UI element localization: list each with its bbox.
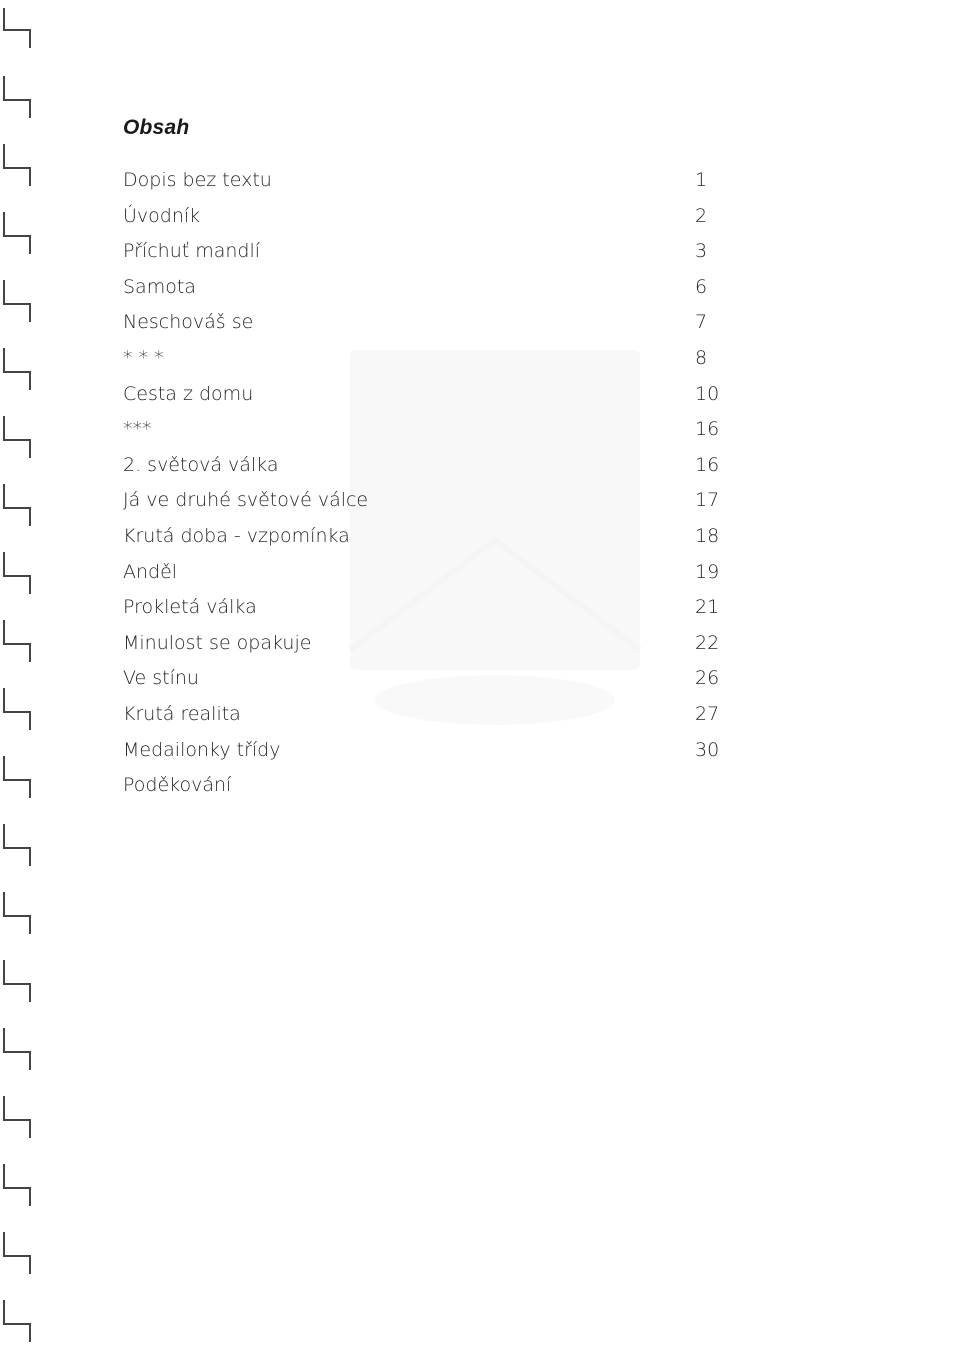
toc-page-number: 17 bbox=[695, 489, 720, 512]
toc-row bbox=[123, 163, 723, 199]
toc-page-number: 1 bbox=[695, 169, 708, 191]
toc-row bbox=[123, 412, 723, 448]
toc-entry-title: Prokletá válka bbox=[123, 596, 257, 619]
toc-page-number: 22 bbox=[695, 631, 720, 654]
toc-entry-title: Neschováš se bbox=[123, 311, 254, 334]
toc-entry-title: Anděl bbox=[123, 560, 178, 583]
toc-row bbox=[123, 234, 723, 270]
toc-page-number: 16 bbox=[695, 418, 720, 441]
toc-entry-title: Krutá doba - vzpomínka bbox=[123, 524, 350, 547]
toc-page-number: 16 bbox=[695, 453, 720, 476]
toc-entry-title: Já ve druhé světové válce bbox=[123, 489, 369, 512]
toc-row bbox=[123, 519, 723, 555]
toc-page-number: 10 bbox=[695, 382, 720, 405]
table-of-contents bbox=[123, 163, 723, 804]
toc-page-number: 26 bbox=[695, 667, 720, 690]
toc-row bbox=[123, 448, 723, 484]
toc-row bbox=[123, 305, 723, 341]
toc-page-number: 7 bbox=[695, 311, 708, 334]
toc-entry-title: * * * bbox=[123, 346, 164, 369]
toc-row bbox=[123, 590, 723, 626]
toc-row bbox=[123, 199, 723, 235]
toc-entry-title: Samota bbox=[123, 275, 196, 298]
toc-entry-title: Příchuť mandlí bbox=[123, 240, 261, 263]
toc-entry-title: Krutá realita bbox=[123, 702, 241, 725]
toc-row bbox=[123, 626, 723, 662]
toc-row bbox=[123, 697, 723, 733]
toc-entry-title: Poděkování bbox=[123, 774, 232, 797]
toc-page-number: 30 bbox=[695, 738, 720, 761]
toc-entry-title: Úvodník bbox=[123, 204, 201, 227]
toc-page-number: 27 bbox=[695, 702, 720, 725]
toc-page-number: 18 bbox=[695, 524, 720, 547]
toc-page-number: 19 bbox=[695, 560, 720, 583]
toc-entry-title: Cesta z domu bbox=[123, 382, 254, 405]
toc-row bbox=[123, 270, 723, 306]
toc-entry-title: Ve stínu bbox=[123, 667, 199, 690]
page-title: Obsah bbox=[123, 116, 190, 139]
toc-entry-title: 2. světová válka bbox=[123, 453, 279, 476]
toc-entry-title: Medailonky třídy bbox=[123, 738, 281, 761]
toc-row bbox=[123, 768, 723, 804]
toc-entry-title: Minulost se opakuje bbox=[123, 631, 312, 654]
toc-page-number: 6 bbox=[695, 275, 708, 298]
toc-row bbox=[123, 733, 723, 769]
toc-page-number: 2 bbox=[695, 204, 708, 227]
toc-row bbox=[123, 661, 723, 697]
toc-row bbox=[123, 341, 723, 377]
toc-entry-title: Dopis bez textu bbox=[123, 169, 272, 191]
toc-entry-title: *** bbox=[123, 418, 152, 441]
toc-row bbox=[123, 377, 723, 413]
spiral-binding-marks bbox=[0, 0, 40, 1358]
toc-row bbox=[123, 483, 723, 519]
toc-page-number: 3 bbox=[695, 240, 708, 263]
toc-page-number: 21 bbox=[695, 596, 720, 619]
toc-page-number: 8 bbox=[695, 346, 708, 369]
toc-row bbox=[123, 555, 723, 591]
